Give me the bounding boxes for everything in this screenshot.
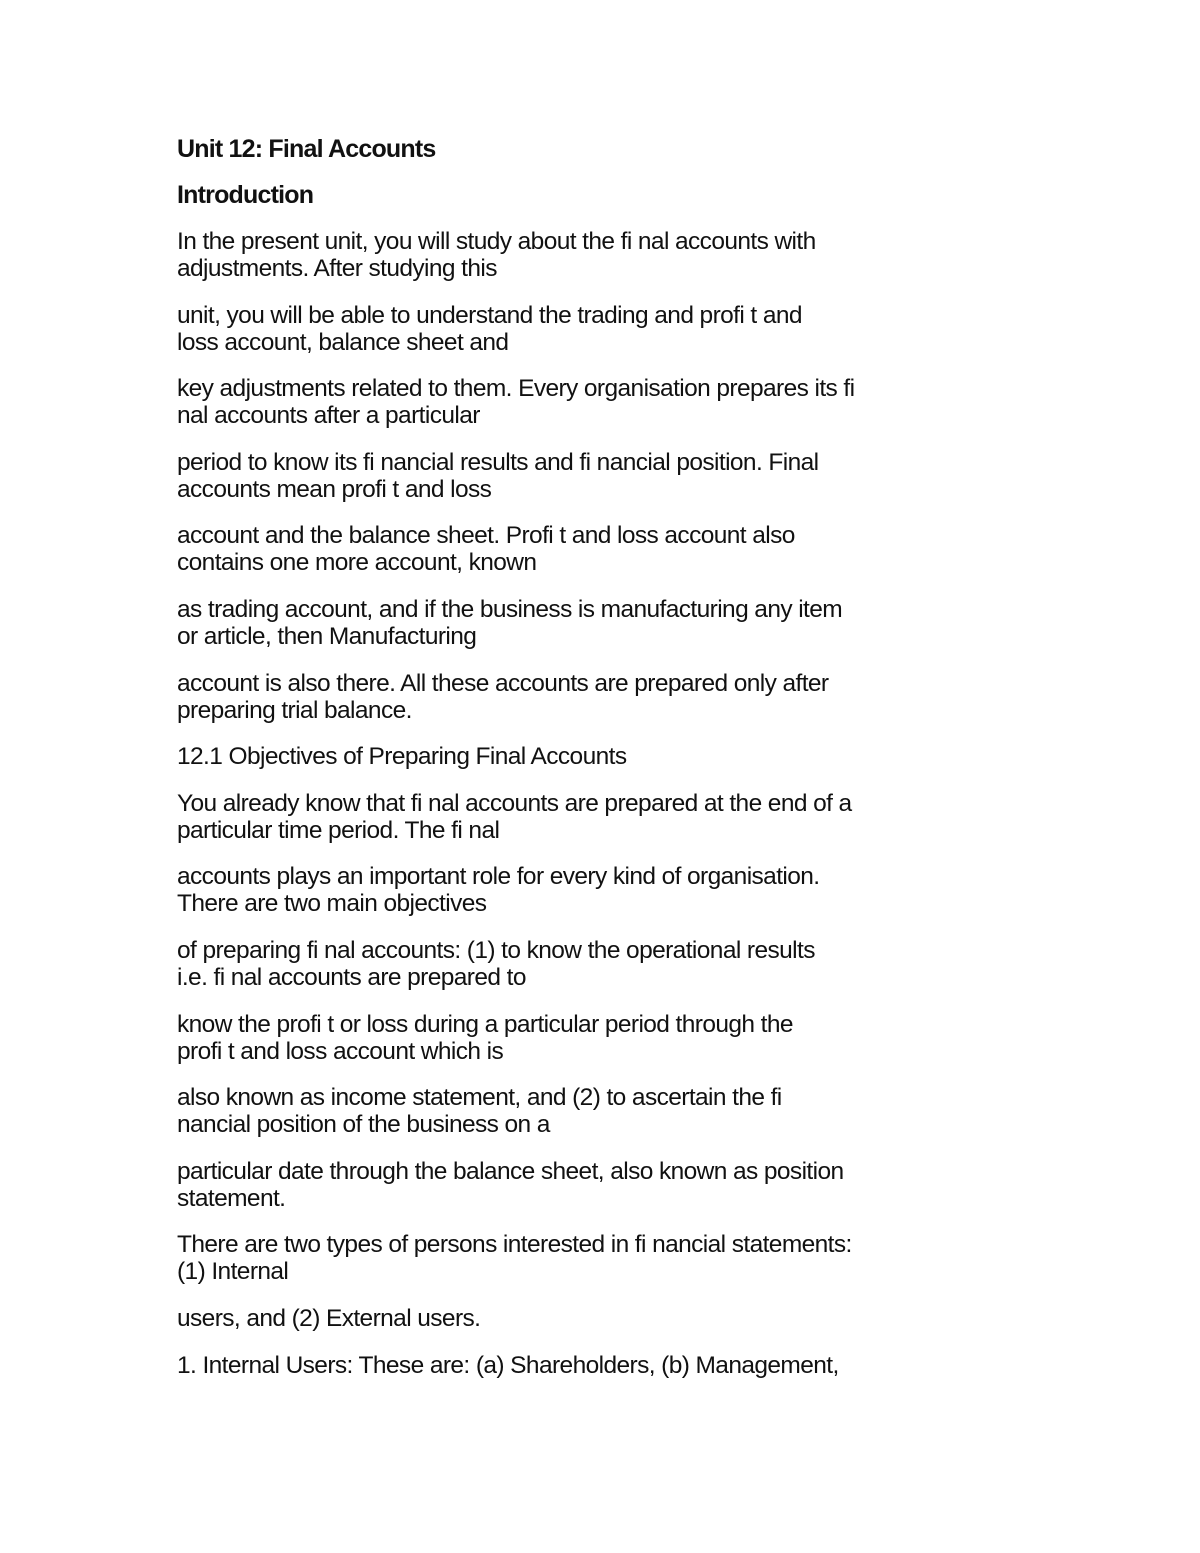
text-line: account and the balance sheet. Profi t and loss account also xyxy=(177,522,795,550)
text-line: i.e. fi nal accounts are prepared to xyxy=(177,963,526,991)
paragraph xyxy=(177,302,1057,356)
text-line: nancial position of the business on a xyxy=(177,1111,550,1139)
text-line: or article, then Manufacturing xyxy=(177,622,477,650)
text-line: You already know that fi nal accounts are prepared at the end of a xyxy=(177,789,852,817)
text-line: period to know its fi nancial results and fi nancial position. Final xyxy=(177,448,819,476)
document-title: Unit 12: Final Accounts xyxy=(177,135,436,163)
text-line: key adjustments related to them. Every organisation prepares its fi xyxy=(177,375,855,403)
text-line: In the present unit, you will study about the fi nal accounts with xyxy=(177,228,816,255)
paragraph xyxy=(177,375,1057,429)
text-line: There are two main objectives xyxy=(177,890,487,918)
text-line: unit, you will be able to understand the trading and profi t and xyxy=(177,301,802,329)
paragraph xyxy=(177,790,1057,844)
text-line: particular time period. The fi nal xyxy=(177,816,500,844)
text-line: accounts plays an important role for every kind of organisation. xyxy=(177,863,820,891)
paragraph xyxy=(177,1158,1057,1212)
introduction-heading: Introduction xyxy=(177,181,314,209)
objectives-body xyxy=(177,790,1057,1379)
text-line: loss account, balance sheet and xyxy=(177,328,509,356)
paragraph xyxy=(177,522,1057,576)
text-line: accounts mean profi t and loss xyxy=(177,475,492,503)
text-line: There are two types of persons interested in fi nancial statements: xyxy=(177,1231,852,1259)
paragraph xyxy=(177,1231,1057,1285)
paragraph xyxy=(177,1011,1057,1065)
text-line: profi t and loss account which is xyxy=(177,1037,504,1065)
text-line: preparing trial balance. xyxy=(177,696,412,724)
paragraph xyxy=(177,1352,1057,1379)
text-line: of preparing fi nal accounts: (1) to know the operational results xyxy=(177,936,815,964)
text-line: account is also there. All these accounts are prepared only after xyxy=(177,669,829,697)
paragraph xyxy=(177,1305,1057,1332)
paragraph xyxy=(177,596,1057,650)
text-line: contains one more account, known xyxy=(177,549,537,577)
paragraph xyxy=(177,863,1057,917)
section-heading: 12.1 Objectives of Preparing Final Accounts xyxy=(177,743,627,771)
text-line: know the profi t or loss during a particular period through the xyxy=(177,1010,793,1038)
paragraph xyxy=(177,937,1057,991)
text-line: particular date through the balance sheet, also known as position xyxy=(177,1157,844,1185)
text-line: (1) Internal xyxy=(177,1258,289,1286)
text-line: users, and (2) External users. xyxy=(177,1304,481,1332)
paragraph xyxy=(177,670,1057,724)
paragraph xyxy=(177,228,1057,282)
text-line: nal accounts after a particular xyxy=(177,402,480,430)
text-line: also known as income statement, and (2) to ascertain the fi xyxy=(177,1084,782,1112)
paragraph xyxy=(177,449,1057,503)
text-line: 1. Internal Users: These are: (a) Shareholders, (b) Management, xyxy=(177,1351,839,1379)
text-line: adjustments. After studying this xyxy=(177,255,497,282)
text-line: statement. xyxy=(177,1184,286,1212)
paragraph xyxy=(177,1084,1057,1138)
document-page xyxy=(177,136,1057,1398)
introduction-body xyxy=(177,228,1057,724)
text-line: as trading account, and if the business is manufacturing any item xyxy=(177,595,843,623)
